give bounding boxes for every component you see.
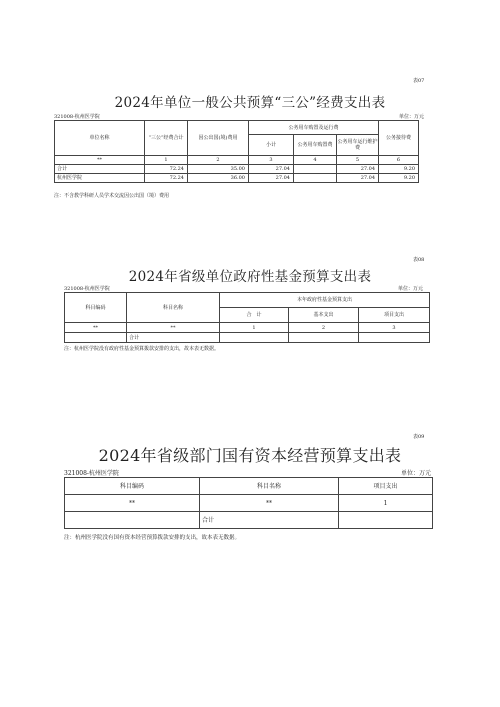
- code-cell: 1: [145, 156, 188, 165]
- page-title: 2024年省级单位政府性基金预算支出表: [128, 269, 372, 285]
- code-row: [65, 323, 430, 333]
- table-row: [65, 512, 433, 529]
- header-car-run: 公务用车运行维护费: [337, 135, 379, 156]
- unit-label: 321008-杭州医学院: [54, 114, 100, 120]
- cell-subtotal: 27.04: [249, 174, 294, 183]
- fund-table: [64, 292, 430, 343]
- cell-abroad: 35.00: [188, 165, 249, 174]
- cell-car-buy: [294, 174, 337, 183]
- header-basic: 基本支出: [289, 308, 359, 323]
- cell-reception: 9.20: [379, 165, 419, 174]
- header-group: 本年政府性基金预算支出: [220, 293, 430, 308]
- header-car-buy: 公务用车购置费: [294, 135, 337, 156]
- code-cell: 2: [289, 323, 359, 333]
- code-cell: **: [200, 495, 339, 512]
- total-label: 合计: [127, 333, 220, 343]
- currency-unit: 单位：万元: [401, 470, 432, 477]
- header-name: 科目名称: [200, 478, 339, 495]
- code-cell: 4: [294, 156, 337, 165]
- header-project: 项目支出: [359, 308, 430, 323]
- cell-reception: 9.20: [379, 174, 419, 183]
- table-number: 表07: [413, 78, 425, 84]
- cell-subtotal: 27.04: [249, 165, 294, 174]
- currency-unit: 单位：万元: [398, 286, 424, 292]
- table-row: [55, 174, 419, 183]
- table-note: 注：不含教学科研人员学术交流因公出国（境）费用: [54, 193, 170, 199]
- header-total: “三公”经费合计: [145, 121, 188, 156]
- code-row: [55, 156, 419, 165]
- cell-car-run: 27.04: [337, 165, 379, 174]
- table-number: 表08: [413, 257, 425, 263]
- unit-label: 321008-杭州医学院: [64, 286, 110, 292]
- code-cell: **: [127, 323, 220, 333]
- code-cell: **: [65, 495, 200, 512]
- header-total: 合 计: [220, 308, 289, 323]
- header-code: 科目编码: [65, 478, 200, 495]
- row-name: 杭州医学院: [55, 174, 145, 183]
- code-cell: 1: [339, 495, 433, 512]
- header-code: 科目编码: [65, 293, 127, 323]
- header-reception: 公务接待费: [379, 121, 419, 156]
- code-cell: 2: [188, 156, 249, 165]
- header-subtotal: 小计: [249, 135, 294, 156]
- cell-abroad: 36.00: [188, 174, 249, 183]
- header-abroad: 因公出国(境)费用: [188, 121, 249, 156]
- header-project: 项目支出: [339, 478, 433, 495]
- table-number: 表09: [413, 434, 425, 440]
- header-car-group: 公务用车购置及运行费: [249, 121, 379, 135]
- code-cell: 3: [249, 156, 294, 165]
- code-cell: 5: [337, 156, 379, 165]
- code-cell: **: [65, 323, 127, 333]
- sanggong-table: [54, 120, 419, 183]
- cell-total: 72.24: [145, 165, 188, 174]
- code-row: [65, 495, 433, 512]
- code-cell: **: [55, 156, 145, 165]
- code-cell: 1: [220, 323, 289, 333]
- cell-total: 72.24: [145, 174, 188, 183]
- state-capital-table: [64, 477, 433, 529]
- cell-car-run: 27.04: [337, 174, 379, 183]
- total-label: 合计: [200, 512, 339, 529]
- unit-label: 321008-杭州医学院: [64, 470, 119, 477]
- currency-unit: 单位：万元: [399, 114, 425, 120]
- page-title: 2024年省级部门国有资本经营预算支出表: [98, 446, 402, 465]
- table-note: 注：杭州医学院没有政府性基金预算拨款安排的支出，故本表无数据。: [64, 346, 220, 352]
- table-note: 注：杭州医学院没有国有资本经营预算拨款安排的支出，故本表无数据。: [64, 535, 241, 541]
- header-name: 科目名称: [127, 293, 220, 323]
- page-title: 2024年单位一般公共预算“三公”经费支出表: [114, 95, 386, 111]
- table-row: [55, 165, 419, 174]
- table-row: [65, 333, 430, 343]
- row-name: 合计: [55, 165, 145, 174]
- code-cell: 3: [359, 323, 430, 333]
- header-unit-name: 单位名称: [55, 121, 145, 156]
- cell-car-buy: [294, 165, 337, 174]
- code-cell: 6: [379, 156, 419, 165]
